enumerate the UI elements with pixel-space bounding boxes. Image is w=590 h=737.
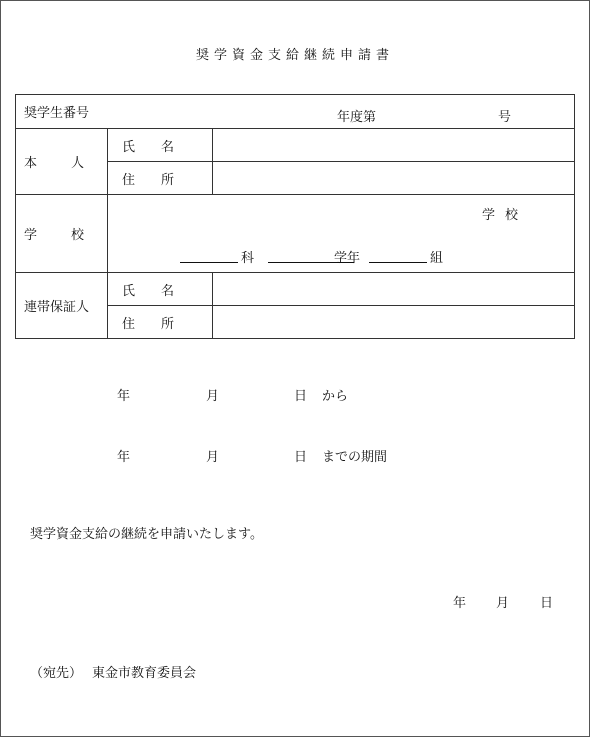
- period-start-month-label: 月: [206, 389, 220, 404]
- applicant-name-label: 氏名: [122, 139, 174, 155]
- school-label: 学 校: [24, 228, 84, 243]
- period-end-line[interactable]: [0, 446, 590, 464]
- period-end-month-label: 月: [206, 450, 220, 465]
- applicant-address-label: 住所: [122, 172, 174, 188]
- submission-year-label: 年: [453, 596, 467, 611]
- school-row: [16, 195, 575, 273]
- period-start-line[interactable]: [0, 385, 590, 403]
- applicant-address-field[interactable]: [213, 162, 575, 195]
- request-statement: 奨学資金支給の継続を申請いたします。: [30, 527, 263, 542]
- school-detail-line: [180, 247, 480, 266]
- guarantor-address-label: 住所: [122, 316, 174, 332]
- period-end-day-label: 日: [294, 450, 308, 465]
- applicant-name-row: [16, 129, 575, 162]
- school-suffix-label: 学校: [482, 208, 529, 223]
- period-from-label: から: [322, 389, 349, 404]
- department-label: 科: [241, 251, 255, 266]
- guarantor-name-field[interactable]: [213, 273, 575, 306]
- applicant-section: [16, 129, 108, 195]
- guarantor-name-row: [16, 273, 575, 306]
- applicant-label: 本 人: [24, 156, 84, 171]
- grade-label: 学年: [334, 251, 361, 266]
- guarantor-name-label-cell: [108, 273, 213, 306]
- submission-date-line[interactable]: [0, 592, 590, 610]
- submission-month-label: 月: [496, 596, 510, 611]
- addressee: [30, 662, 196, 681]
- addressee-name: 東金市教育委員会: [92, 666, 197, 681]
- guarantor-address-label-cell: [108, 306, 213, 339]
- school-section: [16, 195, 108, 273]
- period-end-year-label: 年: [117, 450, 131, 465]
- period-start-day-label: 日: [294, 389, 308, 404]
- submission-day-label: 日: [540, 596, 554, 611]
- applicant-address-label-cell: [108, 162, 213, 195]
- number-suffix-label: 号: [498, 110, 512, 125]
- guarantor-section: [16, 273, 108, 339]
- class-blank[interactable]: [369, 262, 427, 263]
- period-start-year-label: 年: [117, 389, 131, 404]
- guarantor-name-label: 氏名: [122, 283, 174, 299]
- document-title: 奨学資金支給継続申請書: [195, 48, 394, 63]
- student-number-row: [16, 95, 575, 129]
- class-label: 組: [430, 251, 444, 266]
- student-number-cell[interactable]: [16, 95, 575, 129]
- department-blank[interactable]: [180, 262, 238, 263]
- applicant-name-label-cell: [108, 129, 213, 162]
- applicant-name-field[interactable]: [213, 129, 575, 162]
- fiscal-year-label: 年度第: [337, 110, 377, 125]
- guarantor-address-field[interactable]: [213, 306, 575, 339]
- guarantor-label: 連帯保証人: [24, 300, 90, 315]
- period-until-label: までの期間: [322, 450, 388, 465]
- addressee-label: （宛先）: [30, 666, 83, 681]
- student-number-label: 奨学生番号: [24, 106, 90, 121]
- application-form-table: [15, 94, 575, 339]
- school-field[interactable]: [108, 195, 575, 273]
